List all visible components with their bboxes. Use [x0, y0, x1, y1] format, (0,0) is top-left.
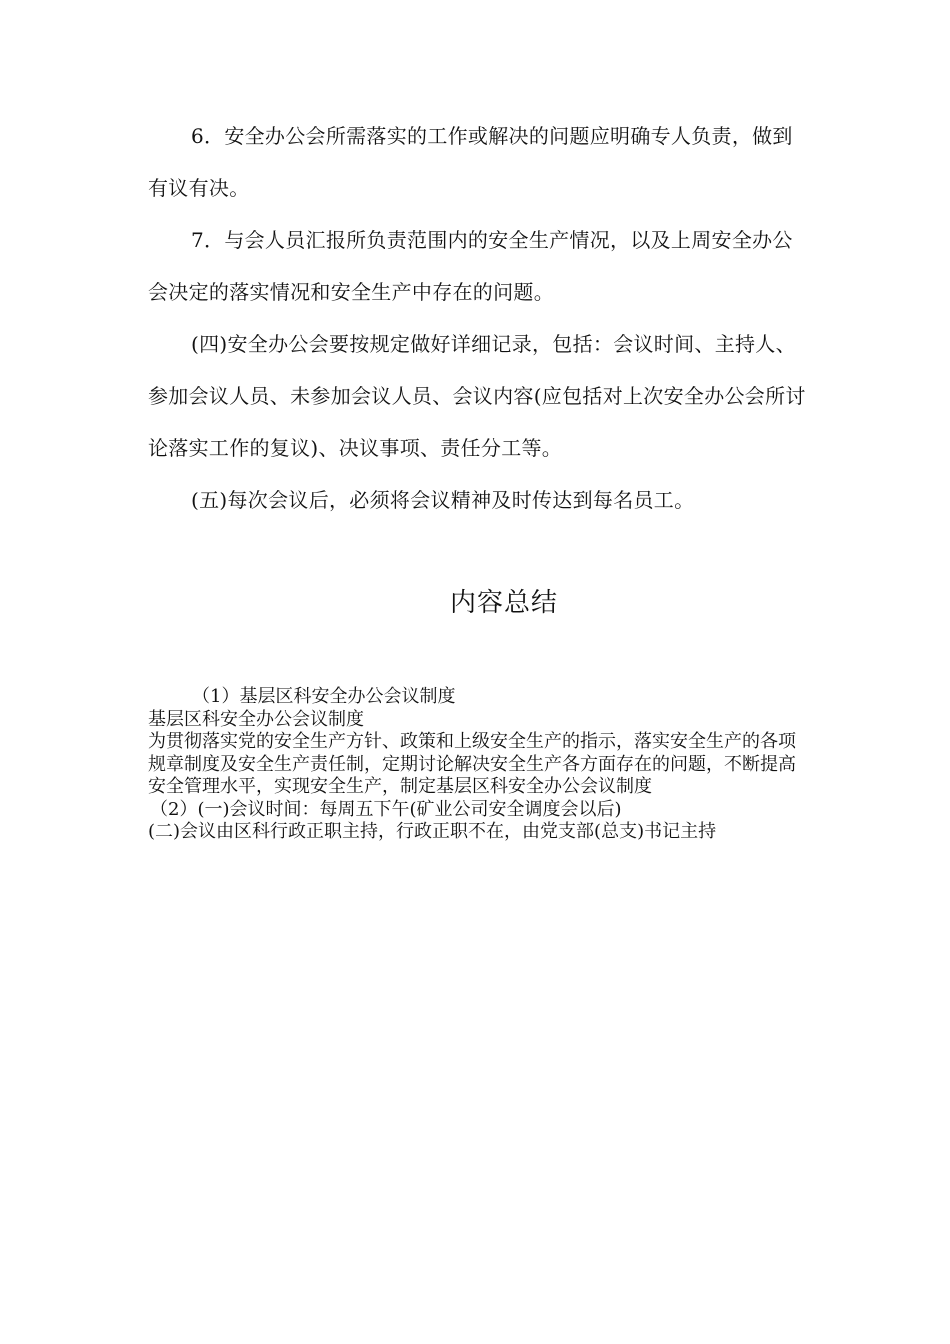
summary-line-3: 为贯彻落实党的安全生产方针、政策和上级安全生产的指示，落实安全生产的各项规章制度及安全生产责任制，定期讨论解决安全生产各方面存在的问题，不断提高安全管理水平，实现安全生产，制定基层区科安全办公会议制度 — [148, 731, 796, 797]
summary-line-5: (二)会议由区科行政正职主持，行政正职不在，由党支部(总支)书记主持 — [148, 821, 717, 842]
summary-block — [148, 686, 808, 844]
paragraph-section-4: (四)安全办公会要按规定做好详细记录，包括：会议时间、主持人、参加会议人员、未参加会议人员、会议内容(应包括对上次安全办公会所讨论落实工作的复议)、决议事项、责任分工等。 — [148, 332, 806, 460]
paragraph-item-7: 7．与会人员汇报所负责范围内的安全生产情况，以及上周安全办公会决定的落实情况和安全生产中存在的问题。 — [148, 228, 793, 304]
summary-line-2: 基层区科安全办公会议制度 — [148, 708, 364, 730]
body-text — [148, 110, 812, 526]
summary-title: 内容总结 — [449, 588, 558, 618]
summary-line-1: （1）基层区科安全办公会议制度 — [192, 686, 456, 707]
summary-line-4: （2）(一)会议时间：每周五下午(矿业公司安全调度会以后) — [150, 798, 622, 820]
paragraph-section-5: (五)每次会议后，必须将会议精神及时传达到每名员工。 — [191, 488, 695, 512]
paragraph-item-6: 6．安全办公会所需落实的工作或解决的问题应明确专人负责，做到有议有决。 — [148, 124, 793, 200]
